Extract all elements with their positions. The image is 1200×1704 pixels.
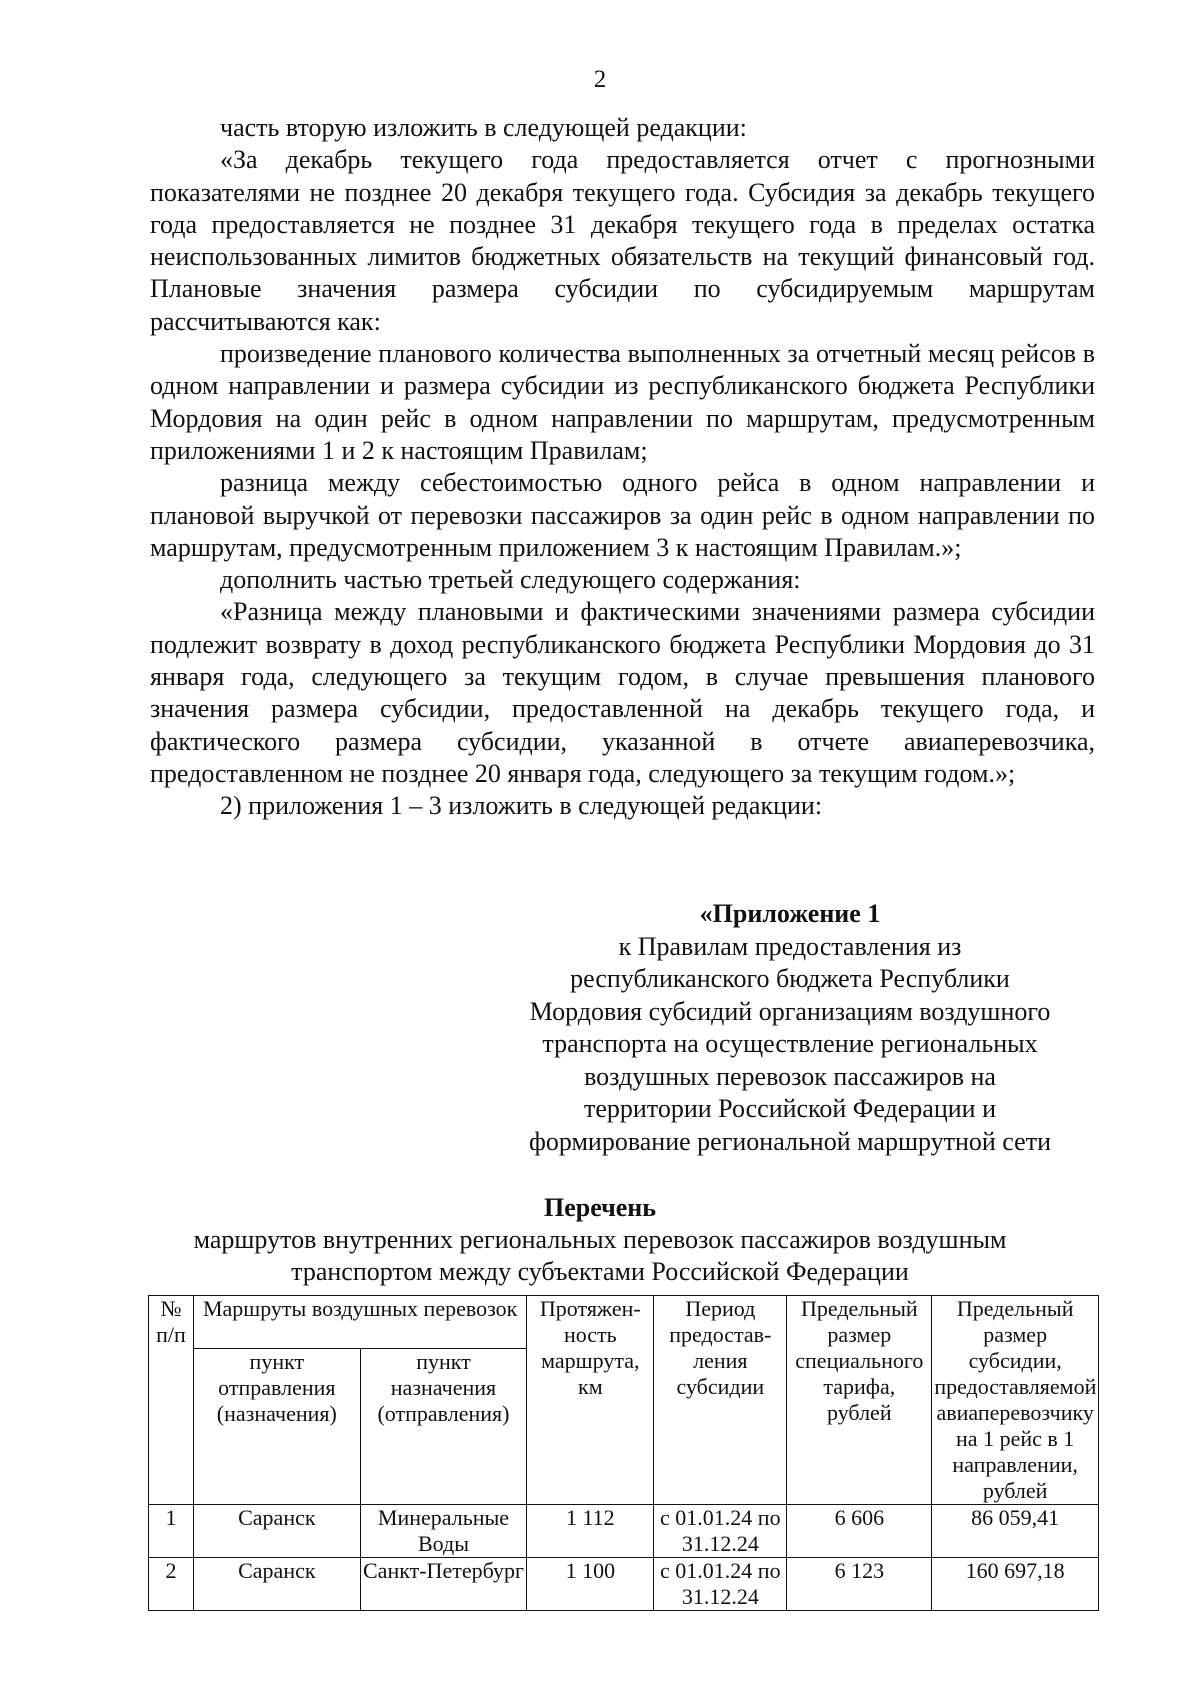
paragraph: произведение планового количества выполненных за отчетный месяц рейсов в одном направлении и размера субсидии из республиканского бюджета Республики Мордовия на один рейс в одном направлении по маршрутам, предусмотренным приложениями 1 и 2 к настоящим Правилам;: [150, 339, 1095, 465]
cell-subsidy: 160 697,18: [932, 1558, 1099, 1611]
list-subtitle-line: транспортом между субъектами Российской Федерации: [291, 1257, 909, 1286]
cell-period: с 01.01.24 по 31.12.24: [654, 1558, 787, 1611]
appendix-line: воздушных перевозок пассажиров на: [584, 1061, 996, 1091]
paragraph: часть вторую изложить в следующей редакции:: [220, 113, 747, 142]
cell-tariff: 6 123: [787, 1558, 932, 1611]
appendix-line: территории Российской Федерации и: [583, 1094, 996, 1123]
cell-length: 1 100: [527, 1558, 654, 1611]
header-from: пункт отправления (назначения): [194, 1349, 361, 1505]
header-to: пункт назначения (отправления): [360, 1349, 527, 1505]
routes-table: [148, 1295, 1099, 1611]
table-header-row: [149, 1296, 1099, 1349]
list-title: [0, 1192, 1200, 1288]
cell-from: Саранск: [194, 1558, 361, 1611]
paragraph: дополнить частью третьей следующего содержания:: [220, 565, 801, 595]
header-length: Протяжен-ность маршрута, км: [527, 1296, 654, 1505]
appendix-line: формирование региональной маршрутной сети: [529, 1126, 1051, 1156]
page-number: 2: [593, 66, 607, 93]
appendix-heading: «Приложение 1: [699, 899, 881, 928]
appendix-caption: [500, 898, 1080, 1158]
header-period: Период предостав-ления субсидии: [654, 1296, 787, 1505]
appendix-line: республиканского бюджета Республики: [570, 964, 1010, 993]
table-row: [149, 1505, 1099, 1558]
list-subtitle-line: маршрутов внутренних региональных перевозок пассажиров воздушным: [193, 1225, 1007, 1254]
cell-from: Саранск: [194, 1505, 361, 1558]
list-heading: Перечень: [543, 1193, 657, 1222]
header-routes: Маршруты воздушных перевозок: [194, 1296, 527, 1349]
appendix-line: к Правилам предоставления из: [618, 931, 962, 961]
cell-subsidy: 86 059,41: [932, 1505, 1099, 1558]
cell-to: Минеральные Воды: [360, 1505, 527, 1558]
cell-num: 1: [149, 1505, 194, 1558]
document-body: [150, 112, 1095, 823]
header-subsidy: Предельный размер субсидии, предоставляемой авиаперевозчику на 1 рейс в 1 направлении, рублей: [932, 1296, 1099, 1505]
cell-period: с 01.01.24 по 31.12.24: [654, 1505, 787, 1558]
cell-tariff: 6 606: [787, 1505, 932, 1558]
paragraph: разница между себестоимостью одного рейса в одном направлении и плановой выручкой от перевозки пассажиров за один рейс в одном направлении по маршрутам, предусмотренным приложением 3 к настоящим Правилам.»;: [150, 468, 1095, 562]
header-num: № п/п: [149, 1296, 194, 1505]
paragraph: 2) приложения 1 – 3 изложить в следующей редакции:: [220, 791, 823, 821]
paragraph: «Разница между плановыми и фактическими значениями размера субсидии подлежит возврату в доход республиканского бюджета Республики Мордовия до 31 января года, следующего за текущим годом, в случае превышения планового значения размера субсидии, предоставленной на декабрь текущего года, и фактического размера субсидии, указанной в отчете авиаперевозчика, предоставленном не позднее 20 января года, следующего за текущим годом.»;: [150, 597, 1095, 788]
appendix-line: транспорта на осуществление региональных: [542, 1029, 1038, 1058]
paragraph: «За декабрь текущего года предоставляется отчет с прогнозными показателями не позднее 20 декабря текущего года. Субсидия за декабрь текущего года предоставляется не позднее 31 декабря текущего года в пределах остатка неиспользованных лимитов бюджетных обязательств на текущий финансовый год. Плановые значения размера субсидии по субсидируемым маршрутам рассчитываются как:: [150, 145, 1095, 336]
header-tariff: Предельный размер специального тарифа, рублей: [787, 1296, 932, 1505]
table-row: [149, 1558, 1099, 1611]
cell-to: Санкт-Петербург: [360, 1558, 527, 1611]
cell-num: 2: [149, 1558, 194, 1611]
cell-length: 1 112: [527, 1505, 654, 1558]
appendix-line: Мордовия субсидий организациям воздушного: [529, 996, 1051, 1026]
